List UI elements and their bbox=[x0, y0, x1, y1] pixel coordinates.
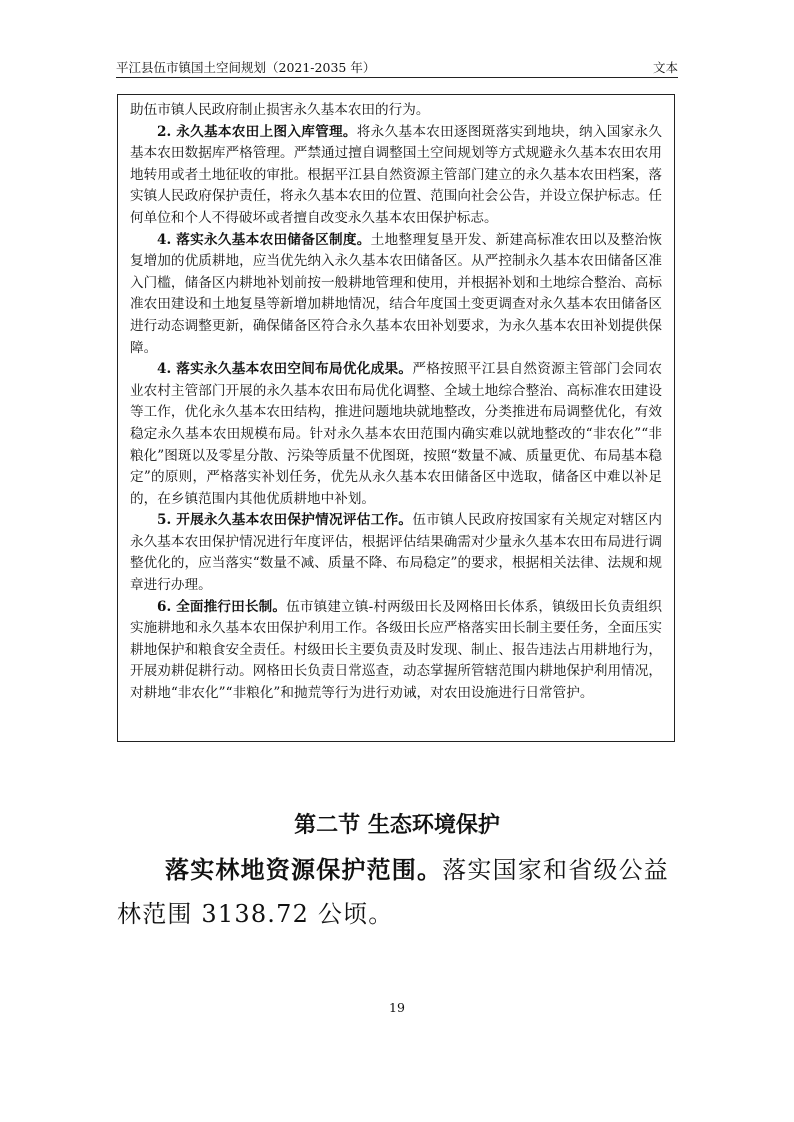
box-paragraph-3 bbox=[130, 359, 662, 510]
box-paragraph-0: 助伍市镇人民政府制止损害永久基本农田的行为。 bbox=[130, 102, 430, 118]
box-paragraph-1-body: 将永久基本农田逐图斑落实到地块，纳入国家永久基本农田数据库严格管理。严禁通过擅自调整国土空间规划等方式规避永久基本农田农用地转用或者土地征收的审批。根据平江县自然资源主管部门建立的永久基本农田档案，落实镇人民政府保护责任，将永久基本农田的位置、范围向社会公告，并设立保护标志。任何单位和个人不得破坏或者擅自改变永久基本农田保护标志。 bbox=[130, 123, 662, 226]
body-lead: 落实林地资源保护范围。 bbox=[165, 855, 443, 884]
box-paragraph-5-heading: 6. 全面推行田长制。 bbox=[157, 598, 287, 615]
body-paragraph bbox=[117, 848, 677, 936]
box-paragraph-5 bbox=[130, 597, 662, 705]
body-text: 落实国家和省级公益林范围 3138.72 公顷。 bbox=[117, 856, 670, 928]
page-number: 19 bbox=[389, 1000, 405, 1015]
box-paragraph-4 bbox=[130, 510, 662, 596]
box-paragraph-1-heading: 2. 永久基本农田上图入库管理。 bbox=[157, 123, 357, 140]
box-paragraph-4-body: 伍市镇人民政府按国家有关规定对辖区内永久基本农田保护情况进行年度评估，根据评估结果确需对少量永久基本农田布局进行调整优化的，应当落实“数量不减、质量不降、布局稳定”的要求，根据相关法律、法规和规章进行办理。 bbox=[130, 512, 663, 594]
header-title: 平江县伍市镇国土空间规划（2021-2035 年） bbox=[116, 60, 376, 75]
box-paragraph-3-heading: 4. 落实永久基本农田空间布局优化成果。 bbox=[157, 361, 413, 378]
box-paragraph-2-body: 土地整理复垦开发、新建高标准农田以及整治恢复增加的优质耕地，应当优先纳入永久基本农田储备区。从严控制永久基本农田储备区准入门槛，储备区内耕地补划前按一般耕地管理和使用，并根据补划和土地综合整治、高标准农田建设和土地复垦等新增加耕地情况，结合年度国土变更调查对永久基本农田储备区进行动态调整更新，确保储备区符合永久基本农田补划要求，为永久基本农田补划提供保障。 bbox=[130, 231, 663, 356]
policy-text-box bbox=[117, 94, 675, 742]
section-title: 第二节 生态环境保护 bbox=[294, 813, 500, 838]
box-paragraph-2 bbox=[130, 230, 662, 360]
header-divider bbox=[116, 77, 678, 78]
box-paragraph-5-body: 伍市镇建立镇-村两级田长及网格田长体系，镇级田长负责组织实施耕地和永久基本农田保护利用工作。各级田长应严格落实田长制主要任务，全面压实耕地保护和粮食安全责任。村级田长主要负责及时发现、制止、报告违法占用耕地行为，开展劝耕促耕行动。网格田长负责日常巡查，动态掌握所管辖范围内耕地保护利用情况，对耕地“非农化”“非粮化”和抛荒等行为进行劝诫，对农田设施进行日常管护。 bbox=[130, 598, 662, 702]
box-paragraph-2-heading: 4. 落实永久基本农田储备区制度。 bbox=[157, 231, 371, 248]
box-paragraph-4-heading: 5. 开展永久基本农田保护情况评估工作。 bbox=[157, 512, 413, 529]
box-paragraph-1 bbox=[130, 122, 662, 230]
header-section-label: 文本 bbox=[652, 60, 678, 75]
box-paragraph-3-body: 严格按照平江县自然资源主管部门会同农业农村主管部门开展的永久基本农田布局优化调整、全域土地综合整治、高标准农田建设等工作，优化永久基本农田结构，推进问题地块就地整改，分类推进布局调整优化，有效稳定永久基本农田规模布局。针对永久基本农田范围内确实难以就地整改的“非农化”“非粮化”图斑以及零星分散、污染等质量不优图斑，按照“数量不减、质量更优、布局基本稳定”的原则，严格落实补划任务，优先从永久基本农田储备区中选取，储备区中难以补足的，在乡镇范围内其他优质耕地中补划。 bbox=[130, 361, 663, 507]
